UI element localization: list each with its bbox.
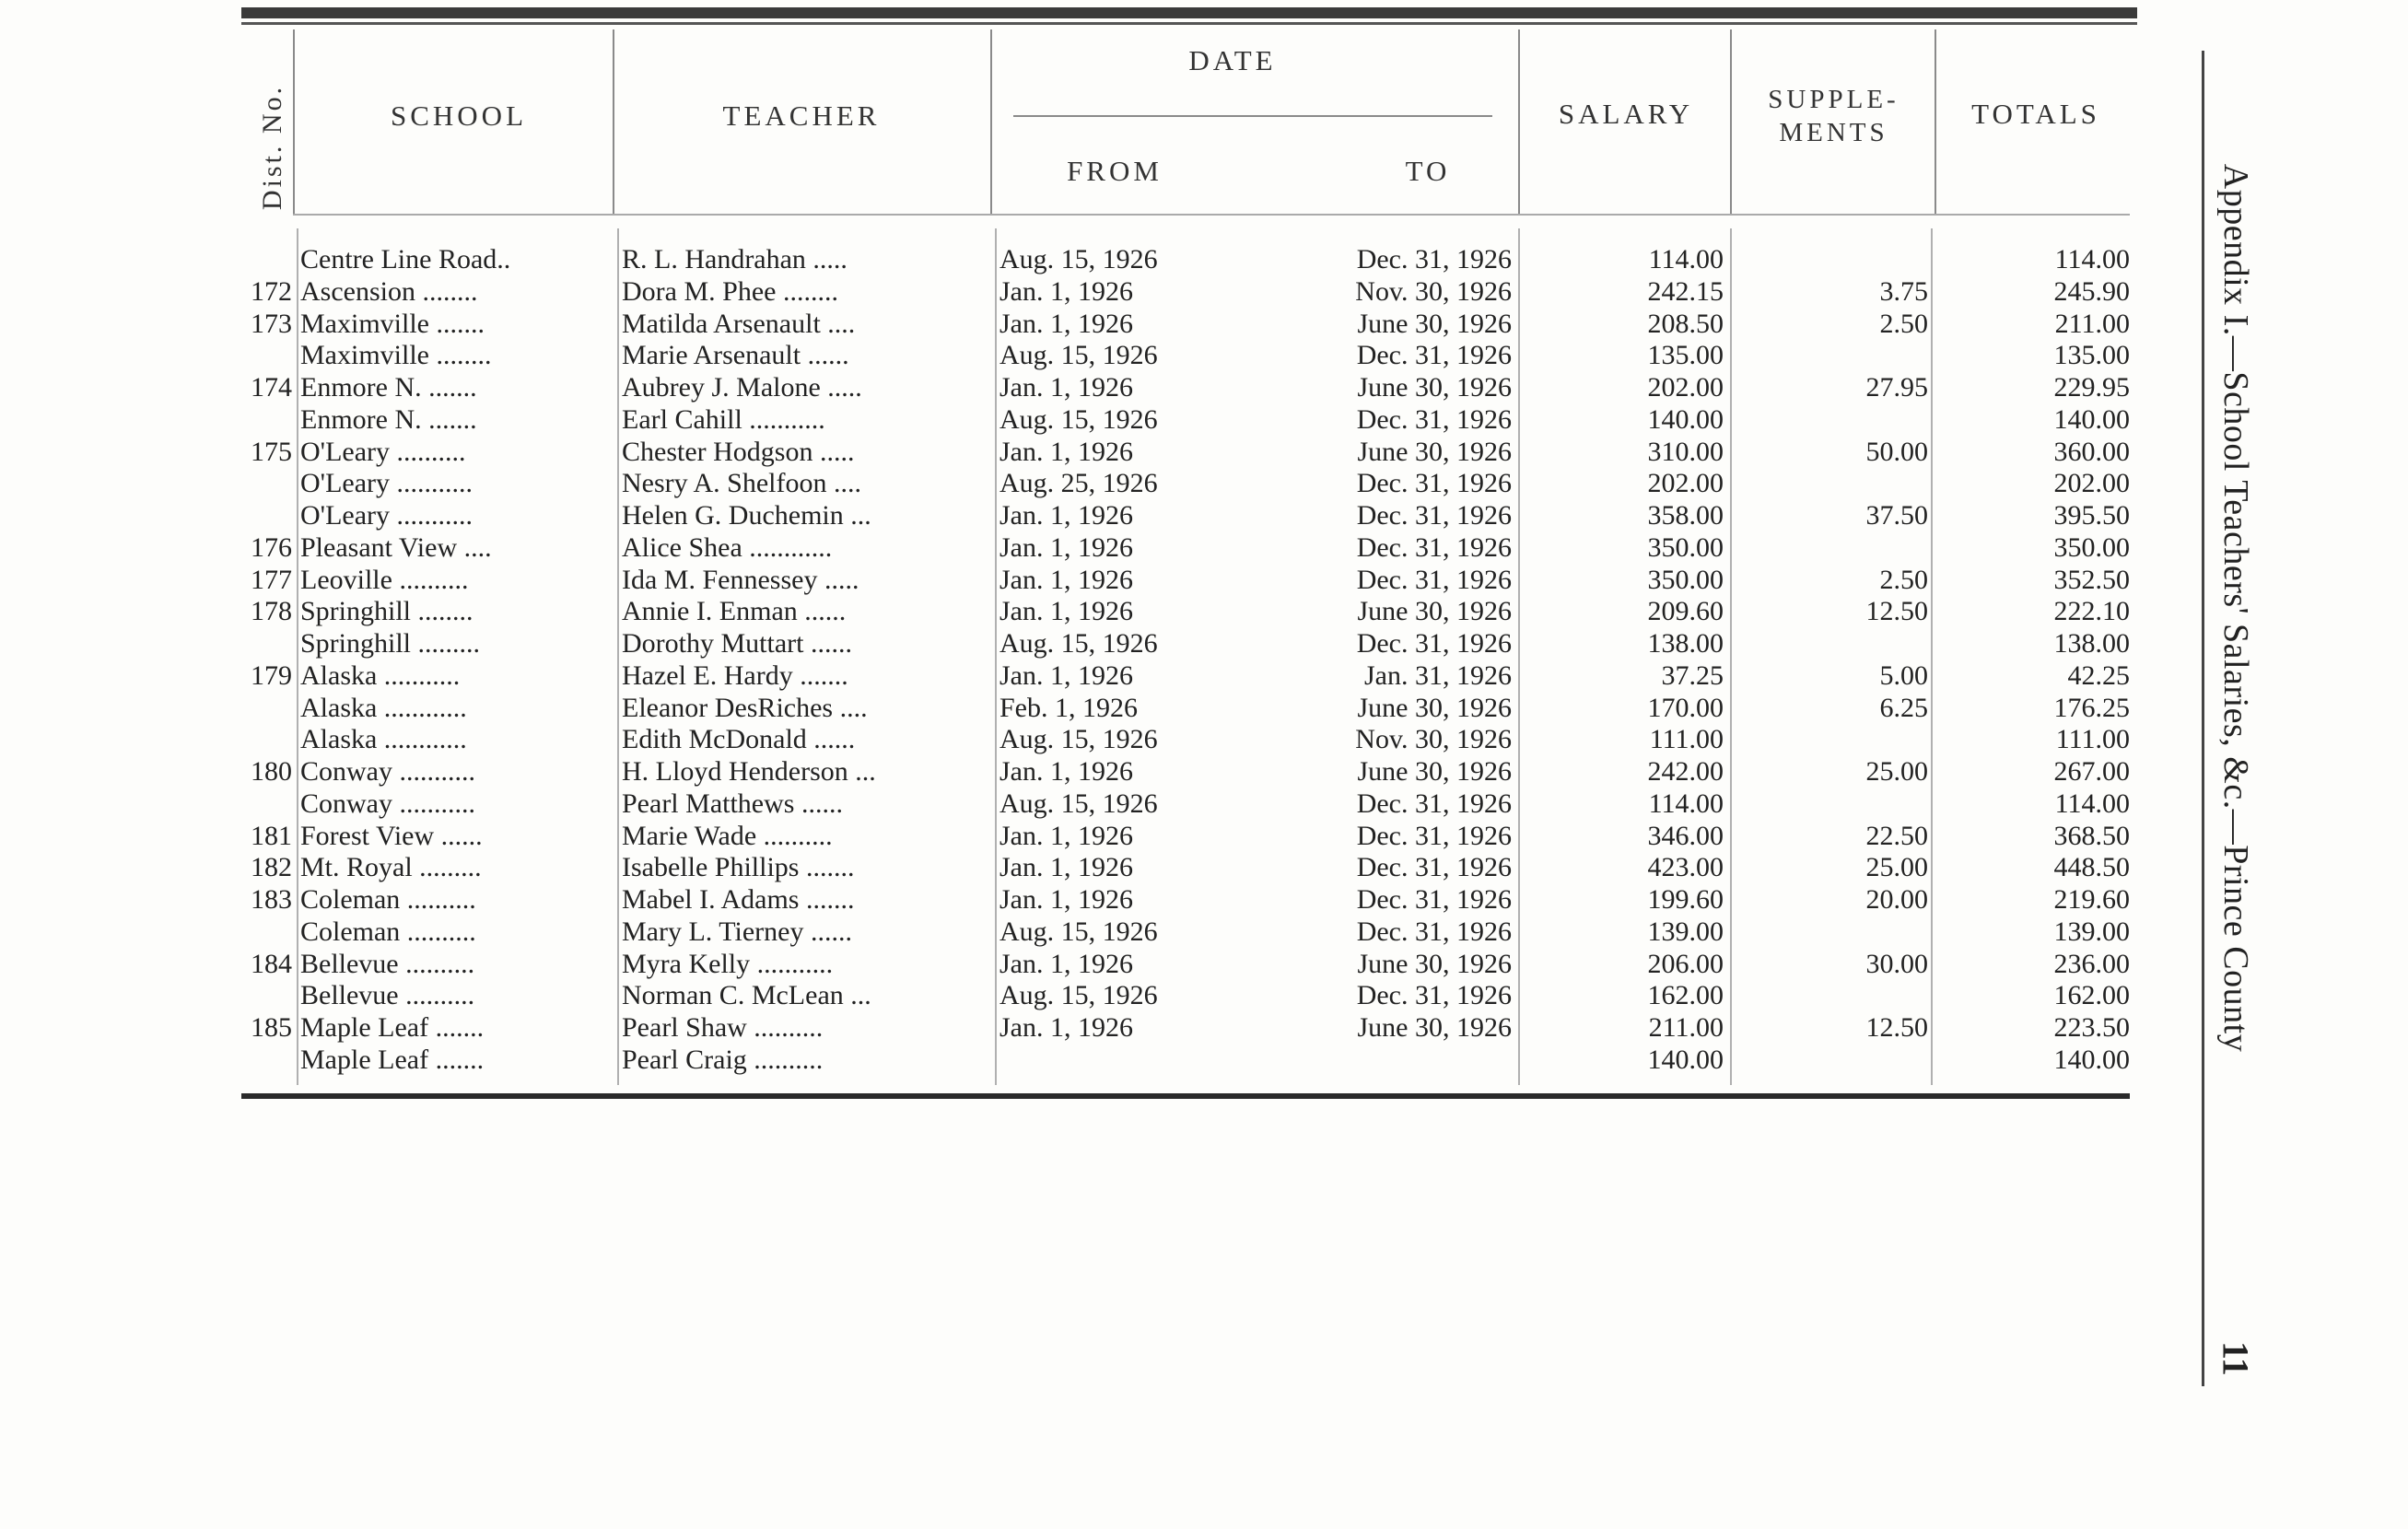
supplements-cell: 12.50 [1865,596,1928,627]
school-cell: Springhill ........ [300,596,473,627]
dist-no-cell: 176 [251,531,292,563]
table-row [0,500,2211,532]
top-rule [241,7,2137,18]
supplements-cell: 27.95 [1865,372,1928,403]
teacher-cell: Dorothy Muttart ...... [622,628,852,659]
table-row [0,340,2211,372]
teacher-cell: Aubrey J. Malone ..... [622,372,862,403]
total-cell: 360.00 [2053,436,2130,467]
bottom-rule [241,1093,2130,1099]
table-row [0,949,2211,981]
supplements-cell: 12.50 [1865,1012,1928,1043]
supplements-cell: 2.50 [1879,308,1928,339]
total-cell: 211.00 [2054,308,2130,339]
from-date-cell: Jan. 1, 1926 [999,436,1133,467]
dist-no-cell: 182 [251,852,292,883]
salary-cell: 140.00 [1647,403,1724,435]
top-rule-thin [241,22,2137,25]
teacher-cell: R. L. Handrahan ..... [622,244,847,274]
table-row [0,788,2211,821]
salary-cell: 208.50 [1647,308,1724,339]
from-date-cell: Aug. 15, 1926 [999,340,1158,371]
salary-cell: 242.15 [1647,275,1724,307]
header-divider [1730,29,1732,214]
from-date-cell: Aug. 15, 1926 [999,724,1158,755]
school-cell: Forest View ...... [300,820,483,851]
total-cell: 222.10 [2053,596,2130,627]
from-date-cell: Jan. 1, 1926 [999,372,1133,403]
supplements-header-line1: SUPPLE- [1768,85,1900,114]
header-divider [613,29,614,214]
to-date-cell: June 30, 1926 [1357,596,1512,627]
from-date-cell: Jan. 1, 1926 [999,1012,1133,1043]
supplements-header [1739,83,1928,149]
salary-cell: 199.60 [1647,884,1724,915]
table-row [0,628,2211,660]
table-row [0,244,2211,276]
to-date-cell: Nov. 30, 1926 [1355,275,1512,307]
total-cell: 219.60 [2053,884,2130,915]
table-row [0,596,2211,628]
from-date-cell: Jan. 1, 1926 [999,275,1133,307]
header-divider [990,29,992,214]
teacher-cell: Pearl Matthews ...... [622,788,843,819]
total-cell: 114.00 [2054,244,2130,274]
dist-no-cell: 181 [251,820,292,851]
table-row [0,565,2211,597]
teacher-cell: Matilda Arsenault .... [622,308,856,339]
to-date-cell: Dec. 31, 1926 [1356,564,1512,595]
from-date-cell: Jan. 1, 1926 [999,756,1133,787]
school-cell: O'Leary .......... [300,436,466,467]
table-row [0,756,2211,788]
to-date-cell: June 30, 1926 [1357,436,1512,467]
to-date-cell: Dec. 31, 1926 [1356,244,1512,274]
to-date-cell: Dec. 31, 1926 [1356,788,1512,819]
school-cell: Maple Leaf ....... [300,1012,485,1043]
supplements-cell: 20.00 [1865,884,1928,915]
to-date-cell: June 30, 1926 [1357,308,1512,339]
total-cell: 176.25 [2053,692,2130,723]
supplements-cell: 50.00 [1865,436,1928,467]
school-cell: Alaska ........... [300,659,461,691]
page-side-title: Appendix I.—School Teachers' Salaries, &c.—Prince County [2216,163,2255,1053]
dist-no-cell: 174 [251,372,292,403]
dist-no-cell: 177 [251,564,292,595]
teacher-cell: Edith McDonald ...... [622,724,856,755]
supplements-header-line2: MENTS [1779,118,1888,147]
salary-cell: 242.00 [1647,756,1724,787]
school-cell: Bellevue .......... [300,980,475,1011]
salary-header: SALARY [1558,98,1694,130]
table-row [0,693,2211,725]
dist-no-cell: 178 [251,596,292,627]
salary-cell: 358.00 [1647,500,1724,531]
from-date-cell: Jan. 1, 1926 [999,596,1133,627]
page-number: 11 [2215,1341,2257,1376]
total-cell: 42.25 [2067,659,2130,691]
to-date-cell: June 30, 1926 [1357,372,1512,403]
supplements-cell: 5.00 [1879,659,1928,691]
table-row [0,884,2211,916]
school-cell: Bellevue .......... [300,948,475,979]
to-date-cell: June 30, 1926 [1357,1012,1512,1043]
to-date-cell: Dec. 31, 1926 [1356,884,1512,915]
school-cell: Enmore N. ....... [300,403,477,435]
teacher-cell: Marie Arsenault ...... [622,340,849,371]
salary-cell: 350.00 [1647,531,1724,563]
school-header: SCHOOL [390,99,527,132]
teacher-header: TEACHER [722,99,881,132]
from-header: FROM [1067,155,1163,187]
from-date-cell: Feb. 1, 1926 [999,692,1138,723]
teacher-cell: Earl Cahill ........... [622,403,825,435]
supplements-cell: 37.50 [1865,500,1928,531]
to-date-cell: Dec. 31, 1926 [1356,820,1512,851]
total-cell: 350.00 [2053,531,2130,563]
school-cell: O'Leary ........... [300,468,473,499]
dist-no-cell: 184 [251,948,292,979]
table-row [0,309,2211,341]
dist-no-cell: 175 [251,436,292,467]
total-cell: 162.00 [2053,980,2130,1011]
total-cell: 229.95 [2053,372,2130,403]
table-row [0,980,2211,1012]
school-cell: Leoville .......... [300,564,469,595]
salary-cell: 202.00 [1647,372,1724,403]
to-date-cell: Dec. 31, 1926 [1356,980,1512,1011]
supplements-cell: 25.00 [1865,852,1928,883]
total-cell: 111.00 [2055,724,2130,755]
dist-no-cell: 183 [251,884,292,915]
teacher-cell: Nesry A. Shelfoon .... [622,468,861,499]
from-date-cell: Jan. 1, 1926 [999,500,1133,531]
salary-cell: 138.00 [1647,628,1724,659]
supplements-cell: 25.00 [1865,756,1928,787]
from-date-cell: Aug. 15, 1926 [999,788,1158,819]
total-cell: 245.90 [2053,275,2130,307]
teacher-cell: Mary L. Tierney ...... [622,916,852,947]
table-row [0,276,2211,309]
to-date-cell: June 30, 1926 [1357,756,1512,787]
from-date-cell: Aug. 15, 1926 [999,628,1158,659]
table-row [0,372,2211,404]
from-date-cell: Aug. 15, 1926 [999,980,1158,1011]
salary-cell: 350.00 [1647,564,1724,595]
supplements-cell: 6.25 [1879,692,1928,723]
dist-no-cell: 185 [251,1012,292,1043]
supplements-cell: 30.00 [1865,948,1928,979]
table-row [0,1012,2211,1045]
table-row [0,724,2211,756]
table-row [0,404,2211,437]
dist-no-cell: 179 [251,659,292,691]
to-date-cell: June 30, 1926 [1357,948,1512,979]
from-date-cell: Jan. 1, 1926 [999,884,1133,915]
salary-cell: 111.00 [1649,724,1724,755]
salary-cell: 162.00 [1647,980,1724,1011]
teacher-cell: Norman C. McLean ... [622,980,871,1011]
school-cell: Maximville ........ [300,340,492,371]
date-header-rule [1013,115,1492,117]
school-cell: Mt. Royal ......... [300,852,482,883]
school-cell: Maximville ....... [300,308,485,339]
salary-cell: 211.00 [1648,1012,1724,1043]
teacher-cell: Eleanor DesRiches .... [622,692,868,723]
school-cell: Ascension ........ [300,275,478,307]
school-cell: Conway ........... [300,756,475,787]
teacher-cell: Alice Shea ............ [622,531,833,563]
from-date-cell: Jan. 1, 1926 [999,308,1133,339]
school-cell: Coleman .......... [300,884,476,915]
salary-cell: 114.00 [1648,788,1724,819]
total-cell: 202.00 [2053,468,2130,499]
teacher-cell: Myra Kelly ........... [622,948,834,979]
table-row [0,532,2211,565]
from-date-cell: Aug. 15, 1926 [999,244,1158,274]
header-divider [1935,29,1936,214]
school-cell: Maple Leaf ....... [300,1044,485,1075]
salary-cell: 346.00 [1647,820,1724,851]
teacher-cell: Pearl Shaw .......... [622,1012,824,1043]
teacher-cell: Isabelle Phillips ....... [622,852,855,883]
salary-cell: 202.00 [1647,468,1724,499]
teacher-cell: Dora M. Phee ........ [622,275,838,307]
from-date-cell: Aug. 15, 1926 [999,916,1158,947]
to-date-cell: Dec. 31, 1926 [1356,916,1512,947]
salary-cell: 170.00 [1647,692,1724,723]
school-cell: Springhill ......... [300,628,481,659]
teacher-cell: Ida M. Fennessey ..... [622,564,859,595]
school-cell: Conway ........... [300,788,475,819]
table-row [0,468,2211,500]
table-row [0,852,2211,884]
from-date-cell: Jan. 1, 1926 [999,564,1133,595]
total-cell: 395.50 [2053,500,2130,531]
from-date-cell: Jan. 1, 1926 [999,852,1133,883]
salary-cell: 206.00 [1647,948,1724,979]
school-cell: Coleman .......... [300,916,476,947]
date-header: DATE [1188,44,1277,76]
to-date-cell: Dec. 31, 1926 [1356,500,1512,531]
total-cell: 139.00 [2053,916,2130,947]
from-date-cell: Jan. 1, 1926 [999,820,1133,851]
teacher-cell: Pearl Craig .......... [622,1044,824,1075]
salary-cell: 135.00 [1647,340,1724,371]
dist-no-cell: 180 [251,756,292,787]
supplements-cell: 22.50 [1865,820,1928,851]
to-date-cell: June 30, 1926 [1357,692,1512,723]
teacher-cell: H. Lloyd Henderson ... [622,756,876,787]
salary-cell: 37.25 [1661,659,1724,691]
salary-cell: 140.00 [1647,1044,1724,1075]
to-date-cell: Dec. 31, 1926 [1356,403,1512,435]
to-header: TO [1405,155,1451,187]
to-date-cell: Jan. 31, 1926 [1364,659,1512,691]
dist-no-cell: 172 [251,275,292,307]
salary-cell: 209.60 [1647,596,1724,627]
total-cell: 352.50 [2053,564,2130,595]
total-cell: 140.00 [2053,403,2130,435]
school-cell: Alaska ............ [300,692,467,723]
to-date-cell: Dec. 31, 1926 [1356,468,1512,499]
salary-cell: 423.00 [1647,852,1724,883]
total-cell: 135.00 [2053,340,2130,371]
dist-no-cell: 173 [251,308,292,339]
teacher-cell: Mabel I. Adams ....... [622,884,855,915]
total-cell: 223.50 [2053,1012,2130,1043]
total-cell: 138.00 [2053,628,2130,659]
teacher-cell: Helen G. Duchemin ... [622,500,871,531]
teacher-cell: Annie I. Enman ...... [622,596,847,627]
to-date-cell: Nov. 30, 1926 [1355,724,1512,755]
side-border [2202,51,2204,1386]
from-date-cell: Jan. 1, 1926 [999,659,1133,691]
dist-no-header: Dist. No. [257,84,287,211]
teacher-cell: Chester Hodgson ..... [622,436,855,467]
table-row [0,660,2211,693]
to-date-cell: Dec. 31, 1926 [1356,531,1512,563]
salary-cell: 114.00 [1648,244,1724,274]
total-cell: 114.00 [2054,788,2130,819]
totals-header: TOTALS [1971,98,2100,130]
salary-cell: 139.00 [1647,916,1724,947]
from-date-cell: Aug. 25, 1926 [999,468,1158,499]
school-cell: Alaska ............ [300,724,467,755]
teacher-cell: Hazel E. Hardy ....... [622,659,848,691]
to-date-cell: Dec. 31, 1926 [1356,628,1512,659]
header-divider [293,29,295,214]
school-cell: Enmore N. ....... [300,372,477,403]
table-row [0,1045,2211,1077]
from-date-cell: Jan. 1, 1926 [999,948,1133,979]
school-cell: Centre Line Road.. [300,244,511,274]
total-cell: 368.50 [2053,820,2130,851]
school-cell: Pleasant View .... [300,531,492,563]
supplements-cell: 2.50 [1879,564,1928,595]
total-cell: 236.00 [2053,948,2130,979]
school-cell: O'Leary ........... [300,500,473,531]
table-row [0,437,2211,469]
table-row [0,916,2211,949]
total-cell: 140.00 [2053,1044,2130,1075]
from-date-cell: Aug. 15, 1926 [999,403,1158,435]
from-date-cell: Jan. 1, 1926 [999,531,1133,563]
teacher-cell: Marie Wade .......... [622,820,833,851]
to-date-cell: Dec. 31, 1926 [1356,852,1512,883]
to-date-cell: Dec. 31, 1926 [1356,340,1512,371]
total-cell: 267.00 [2053,756,2130,787]
header-bottom-rule [293,214,2130,216]
supplements-cell: 3.75 [1879,275,1928,307]
table-row [0,821,2211,853]
total-cell: 448.50 [2053,852,2130,883]
salary-cell: 310.00 [1647,436,1724,467]
